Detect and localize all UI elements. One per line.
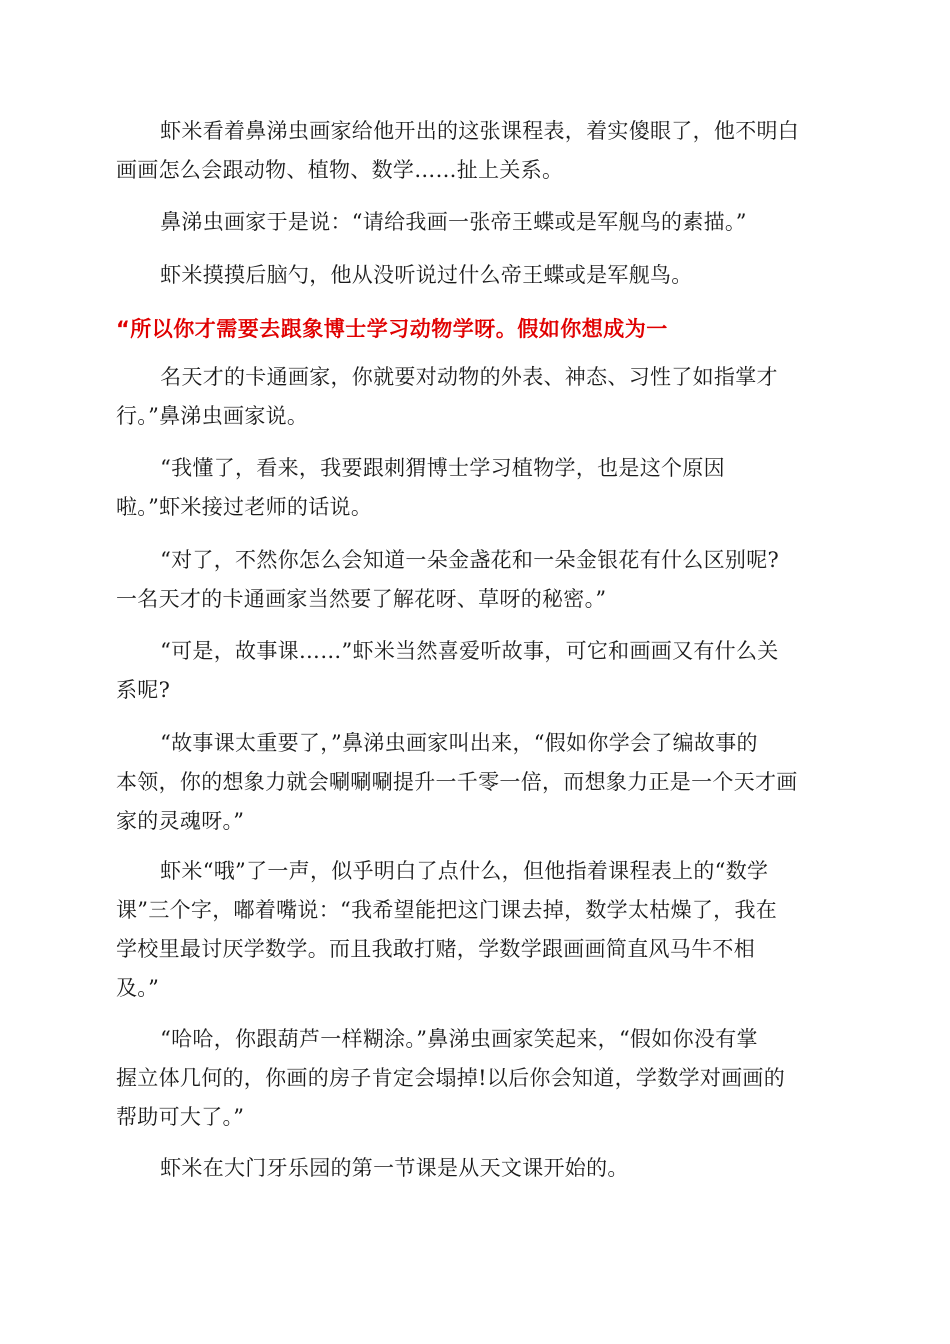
paragraph-3: 虾米摸摸后脑勺，他从没听说过什么帝王蝶或是军舰鸟。 xyxy=(160,263,693,287)
paragraph-10: “哈哈，你跟葫芦一样糊涂。”鼻涕虫画家笑起来，“假如你没有掌 握立体几何的，你画的房子肯定会塌掉!以后你会知道，学数学对画画的 帮助可大了。” xyxy=(116,1027,786,1129)
paragraph-8: “故事课太重要了，”鼻涕虫画家叫出来，“假如你学会了编故事的 本领，你的想象力就会唰唰唰提升一千零一倍，而想象力正是一个天才画 家的灵魂呀。” xyxy=(116,731,798,833)
paragraph-1: 虾米看着鼻涕虫画家给他开出的这张课程表，着实傻眼了，他不明白 画画怎么会跟动物、植物、数学……扯上关系。 xyxy=(116,119,800,182)
paragraph-5: “我懂了，看来，我要跟刺猬博士学习植物学，也是这个原因 啦。”虾米接过老师的话说。 xyxy=(116,456,725,519)
paragraph-7: “可是，故事课……”虾米当然喜爱听故事，可它和画画又有什么关 系呢? xyxy=(116,639,779,702)
paragraph-6: “对了，不然你怎么会知道一朵金盏花和一朵金银花有什么区别呢? 一名天才的卡通画家当然要了解花呀、草呀的秘密。” xyxy=(116,548,780,611)
paragraph-4: 名天才的卡通画家，你就要对动物的外表、神态、习性了如指掌才 行。”鼻涕虫画家说。 xyxy=(116,365,778,428)
paragraph-9: 虾米“哦”了一声，似乎明白了点什么，但他指着课程表上的“数学 课”三个字，嘟着嘴说：“我希望能把这门课去掉，数学太枯燥了，我在 学校里最讨厌学数学。而且我敢打赌，学数学跟画画简直风马牛不相 及。” xyxy=(116,859,778,1000)
paragraph-2: 鼻涕虫画家于是说：“请给我画一张帝王蝶或是军舰鸟的素描。” xyxy=(160,210,747,234)
paragraph-11: 虾米在大门牙乐园的第一节课是从天文课开始的。 xyxy=(160,1156,629,1180)
red-highlighted-paragraph: “所以你才需要去跟象博士学习动物学呀。假如你想成为一 xyxy=(116,317,668,341)
